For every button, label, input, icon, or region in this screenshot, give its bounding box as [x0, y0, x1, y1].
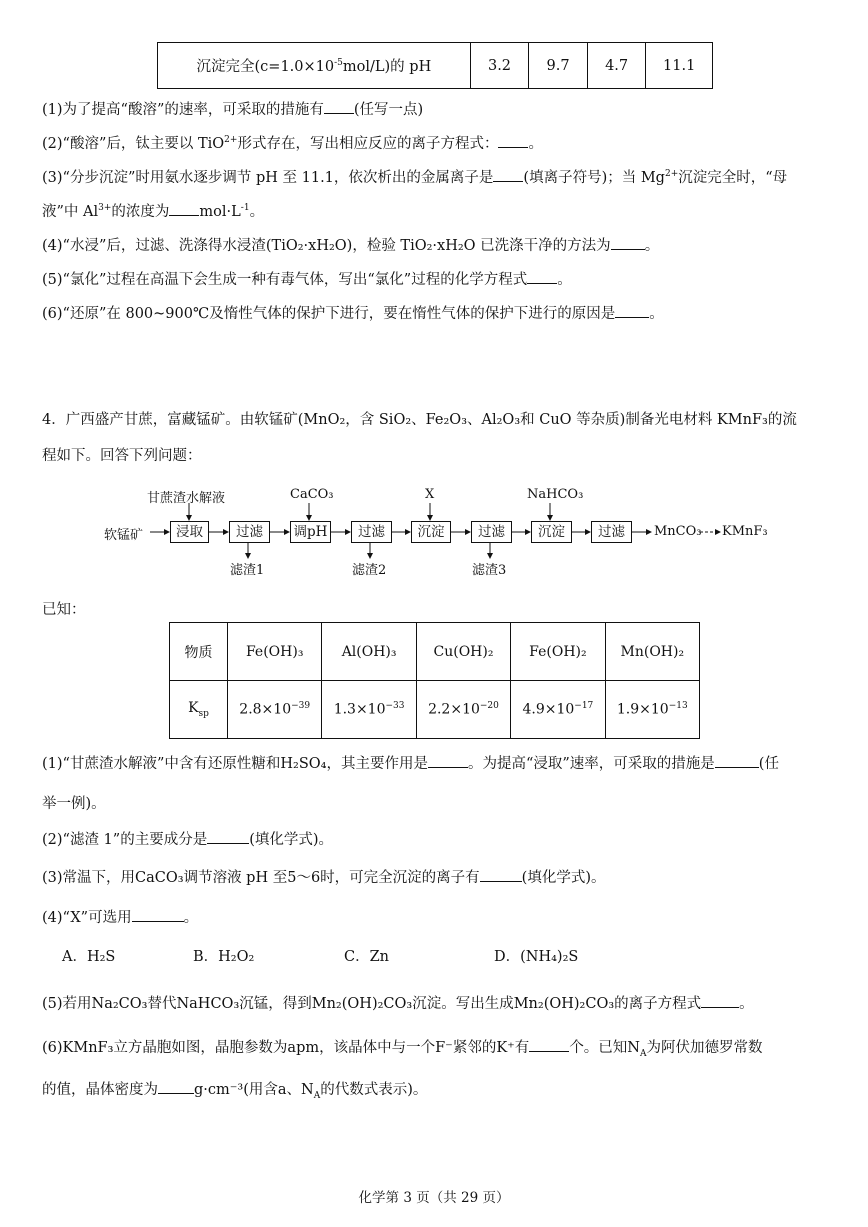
ksp-header-label: 物质 — [170, 623, 228, 681]
ksp-value: $4.9\times 10^{-17}$ — [511, 681, 605, 739]
option-d: D．(NH₄)₂S — [494, 949, 579, 965]
page-footer: 化学第 3 页（共 29 页） — [358, 1190, 510, 1206]
flow-step-precipitate: 沉淀 — [411, 521, 451, 543]
q3-item-6: (6)“还原”在 800~900℃及惰性气体的保护下进行，要在惰性气体的保护下进行的原因是 。 — [42, 306, 664, 322]
q4-part-3: (3)常温下，用CaCO₃调节溶液 pH 至5～6时，可完全沉淀的离子有 (填化学式)。 — [42, 870, 606, 886]
ph-value: 4.7 — [587, 43, 646, 89]
flow-step-precipitate: 沉淀 — [531, 521, 572, 543]
q4-part-6: (6)KMnF₃立方晶胞如图，晶胞参数为apm，该晶体中与一个F⁻紧邻的K⁺有 个。已知$N_A$为阿伏加德罗常数 — [42, 1040, 763, 1059]
q3-item-3: (3)“分步沉淀”时用氨水逐步调节 pH 至 11.1，依次析出的金属离子是 (填离子符号)；当 $Mg^{2+}$沉淀完全时，“母 — [42, 169, 788, 186]
flow-residue-3: 滤渣3 — [472, 563, 507, 578]
known-label: 已知： — [42, 602, 86, 618]
flow-reagent-x: X — [425, 487, 435, 502]
flow-residue-2: 滤渣2 — [352, 563, 387, 578]
ksp-row-label: $K_{sp}$ — [170, 681, 228, 739]
ksp-value: $2.2\times 10^{-20}$ — [416, 681, 510, 739]
ph-value: 3.2 — [470, 43, 529, 89]
flow-final-product: KMnF₃ — [722, 524, 768, 539]
ksp-compound: Fe(OH)₃ — [228, 623, 322, 681]
ksp-value: $1.3\times 10^{-33}$ — [322, 681, 416, 739]
option-a: A．H₂S — [62, 949, 116, 965]
q4-part-6-cont: 的值，晶体密度为 g·cm⁻³(用含a、$N_A$的代数式表示)。 — [42, 1082, 428, 1101]
ph-value: 9.7 — [529, 43, 588, 89]
flow-step-filter: 过滤 — [351, 521, 392, 543]
ph-table-label: 沉淀完全$(c=1.0\times 10^{-5}mol/L)$的 pH — [158, 43, 471, 89]
ph-value: 11.1 — [646, 43, 713, 89]
q4-intro-line2: 程如下。回答下列问题： — [42, 448, 202, 464]
ksp-value: $2.8\times 10^{-39}$ — [228, 681, 322, 739]
flow-step-filter: 过滤 — [229, 521, 270, 543]
q3-item-5: (5)“氯化”过程在高温下会生成一种有毒气体，写出“氯化”过程的化学方程式 。 — [42, 272, 572, 288]
ksp-compound: Cu(OH)₂ — [416, 623, 510, 681]
q4-part-2: (2)“滤渣 1”的主要成分是 (填化学式)。 — [42, 832, 334, 848]
flow-residue-1: 滤渣1 — [230, 563, 265, 578]
flowchart-arrows — [0, 0, 868, 600]
q4-part-1-cont: 举一例)。 — [42, 796, 106, 812]
flow-start-label: 软锰矿 — [104, 528, 144, 543]
flow-step-filter: 过滤 — [591, 521, 632, 543]
q4-part-5: (5)若用Na₂CO₃替代NaHCO₃沉锰，得到Mn₂(OH)₂CO₃沉淀。写出生成Mn₂(OH)₂CO₃的离子方程式 。 — [42, 996, 754, 1012]
ksp-compound: Mn(OH)₂ — [605, 623, 699, 681]
ksp-compound: Al(OH)₃ — [322, 623, 416, 681]
q3-item-2: (2)“酸溶”后，钛主要以 TiO$^{2+}$形式存在，写出相应反应的离子方程式： 。 — [42, 135, 543, 152]
q4-part-1: (1)“甘蔗渣水解液”中含有还原性糖和H₂SO₄，其主要作用是 。为提高“浸取”速率，可采取的措施是 (任 — [42, 756, 779, 772]
q3-item-3-cont: 液”中 $Al^{3+}$的浓度为 $mol\cdot L^{-1}$。 — [42, 203, 265, 220]
option-b: B．H₂O₂ — [193, 949, 255, 965]
q4-intro-line1: 4．广西盛产甘蔗，富藏锰矿。由软锰矿(MnO₂，含 SiO₂、Fe₂O₃、Al₂O₃和 CuO 等杂质)制备光电材料 KMnF₃的流 — [42, 412, 797, 428]
ksp-value: $1.9\times 10^{-13}$ — [605, 681, 699, 739]
flow-step-leach: 浸取 — [170, 521, 209, 543]
flow-reagent-hydrolysate: 甘蔗渣水解液 — [147, 491, 226, 506]
ksp-table — [169, 622, 700, 739]
option-c: C．Zn — [344, 949, 390, 965]
q4-part-4: (4)“X”可选用 。 — [42, 910, 199, 926]
q3-item-4: (4)“水浸”后，过滤、洗涤得水浸渣(TiO₂·xH₂O)，检验 TiO₂·xH₂O 已洗涤干净的方法为 。 — [42, 238, 660, 254]
flow-reagent-caco3: CaCO₃ — [290, 487, 334, 502]
ksp-compound: Fe(OH)₂ — [511, 623, 605, 681]
flow-product: MnCO₃ — [654, 524, 702, 539]
flow-step-adjust-ph: 调pH — [290, 521, 331, 543]
flow-reagent-nahco3: NaHCO₃ — [527, 487, 584, 502]
flow-step-filter: 过滤 — [471, 521, 512, 543]
q3-item-1: (1)为了提高“酸溶”的速率，可采取的措施有 (任写一点) — [42, 102, 424, 118]
